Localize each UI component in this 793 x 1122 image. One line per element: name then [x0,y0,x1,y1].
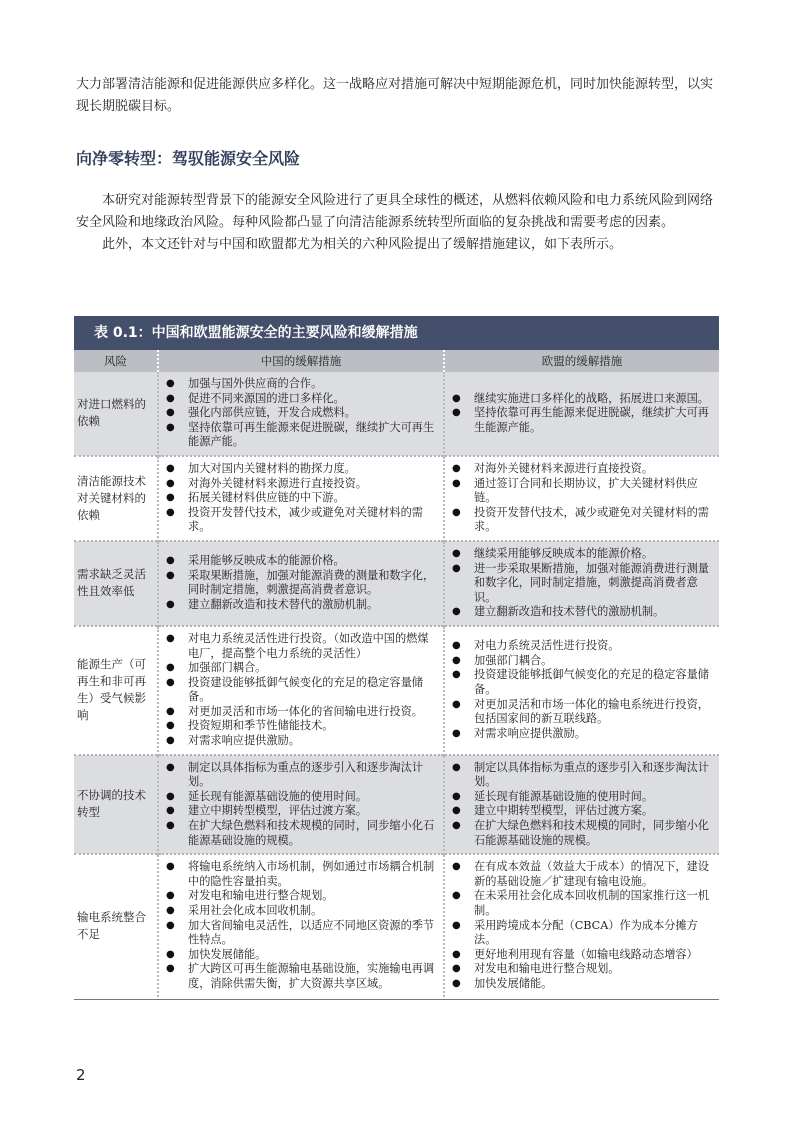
column-header-eu: 欧盟的缓解措施 [444,350,719,372]
table-row [74,854,719,996]
table-body [74,350,719,997]
measure-item: ● 将输电系统纳入市场机制，例如通过市场耦合机制中的隐性容量拍卖。 [163,860,439,889]
measure-item: ● 延长现有能源基础设施的使用时间。 [163,790,439,805]
column-header-china: 中国的缓解措施 [158,350,444,372]
measure-item: ● 采用社会化成本回收机制。 [163,904,439,919]
measure-item: ● 加强部门耦合。 [449,654,715,669]
eu-measures-list [449,392,715,436]
china-measures-cell [158,626,444,755]
eu-measures-list [449,462,715,535]
eu-measures-cell [444,541,719,626]
risk-cell: 需求缺乏灵活性且效率低 [74,541,158,626]
eu-measures-list [449,860,715,991]
eu-measures-cell [444,854,719,996]
measure-item: ● 促进不同来源国的进口多样化。 [163,392,439,407]
table-bottom-rule [74,999,719,1000]
eu-measures-cell [444,372,719,456]
china-measures-list [163,860,439,991]
china-measures-list [163,761,439,849]
risk-cell: 清洁能源技术对关键材料的依赖 [74,456,158,541]
china-measures-list [163,632,439,749]
measure-item: ● 加大省间输电灵活性，以适应不同地区资源的季节性特点。 [163,919,439,948]
measure-item: ● 建立中期转型模型，评估过渡方案。 [449,804,715,819]
measure-item: ● 对海外关键材料来源进行直接投资。 [449,462,715,477]
risk-cell: 能源生产（可再生和非可再生）受气候影响 [74,626,158,755]
measure-item: ● 通过签订合同和长期协议，扩大关键材料供应链。 [449,477,715,506]
table-rows [74,372,719,997]
measure-item: ● 投资建设能够抵御气候变化的充足的稳定容量储备。 [163,676,439,705]
page-number: 2 [76,1066,86,1084]
china-measures-cell [158,854,444,996]
measure-item: ● 拓展关键材料供应链的中下游。 [163,491,439,506]
measure-item: ● 对需求响应提供激励。 [449,727,715,742]
china-measures-cell [158,541,444,626]
measure-item: ● 加强部门耦合。 [163,661,439,676]
table-header-row [74,350,719,372]
measure-item: ● 对电力系统灵活性进行投资。（如改造中国的燃煤电厂，提高整个电力系统的灵活性） [163,632,439,661]
measure-item: ● 继续采用能够反映成本的能源价格。 [449,547,715,562]
china-measures-cell [158,456,444,541]
table-row [74,755,719,855]
risk-cell: 不协调的技术转型 [74,755,158,855]
eu-measures-cell [444,755,719,855]
column-header-risk: 风险 [74,350,158,372]
risk-cell: 输电系统整合不足 [74,854,158,996]
paragraph-1: 本研究对能源转型背景下的能源安全风险进行了更具全球性的概述，从燃料依赖风险和电力系统风险到网络安全风险和地缘政治风险。每种风险都凸显了向清洁能源系统转型所面临的复杂挑战和需要考虑的因素。 [76,193,714,230]
eu-measures-list [449,761,715,849]
table-row [74,456,719,541]
measure-item: ● 加大对国内关键材料的勘探力度。 [163,462,439,477]
table-row [74,372,719,456]
measure-item: ● 采用跨境成本分配（CBCA）作为成本分摊方法。 [449,919,715,948]
measure-item: ● 对更加灵活和市场一体化的省间输电进行投资。 [163,705,439,720]
measure-item: ● 对海外关键材料来源进行直接投资。 [163,477,439,492]
intro-text: 大力部署清洁能源和促进能源供应多样化。这一战略应对措施可解决中短期能源危机，同时加快能源转型，以实现长期脱碳目标。 [76,77,714,114]
measure-item: ● 制定以具体指标为重点的逐步引入和逐步淘汰计划。 [449,761,715,790]
measure-item: ● 投资建设能够抵御气候变化的充足的稳定容量储备。 [449,668,715,697]
measure-item: ● 投资短期和季节性储能技术。 [163,719,439,734]
measure-item: ● 建立翻新改造和技术替代的激励机制。 [163,598,439,613]
china-measures-list [163,554,439,612]
eu-measures-list [449,547,715,620]
measure-item: ● 在扩大绿色燃料和技术规模的同时，同步缩小化石能源基础设施的规模。 [163,819,439,848]
measure-item: ● 加强与国外供应商的合作。 [163,377,439,392]
measure-item: ● 建立中期转型模型，评估过渡方案。 [163,804,439,819]
measure-item: ● 制定以具体指标为重点的逐步引入和逐步淘汰计划。 [163,761,439,790]
measure-item: ● 坚持依靠可再生能源来促进脱碳，继续扩大可再生能源产能。 [449,406,715,435]
table-row [74,626,719,755]
measure-item: ● 延长现有能源基础设施的使用时间。 [449,790,715,805]
measure-item: ● 强化内部供应链，开发合成燃料。 [163,406,439,421]
measure-item: ● 对电力系统灵活性进行投资。 [449,639,715,654]
china-measures-cell [158,372,444,456]
eu-measures-cell [444,456,719,541]
measure-item: ● 在扩大绿色燃料和技术规模的同时，同步缩小化石能源基础设施的规模。 [449,819,715,848]
measure-item: ● 对更加灵活和市场一体化的输电系统进行投资，包括国家间的新互联线路。 [449,698,715,727]
measure-item: ● 在未采用社会化成本回收机制的国家推行这一机制。 [449,889,715,918]
body-text [76,190,720,256]
measure-item: ● 投资开发替代技术，减少或避免对关键材料的需求。 [163,506,439,535]
measure-item: ● 继续实施进口多样化的战略，拓展进口来源国。 [449,392,715,407]
measure-item: ● 投资开发替代技术，减少或避免对关键材料的需求。 [449,506,715,535]
measure-item: ● 扩大跨区可再生能源输电基础设施，实施输电再调度，消除供需失衡，扩大资源共享区域。 [163,962,439,991]
measure-item: ● 对发电和输电进行整合规划。 [449,962,715,977]
measure-item: ● 加快发展储能。 [163,948,439,963]
measure-item: ● 坚持依靠可再生能源来促进脱碳，继续扩大可再生能源产能。 [163,421,439,450]
intro-paragraph [76,74,720,118]
measure-item: ● 对需求响应提供激励。 [163,734,439,749]
measure-item: ● 建立翻新改造和技术替代的激励机制。 [449,605,715,620]
paragraph-2: 此外，本文还针对与中国和欧盟都尤为相关的六种风险提出了缓解措施建议，如下表所示。 [102,237,623,252]
china-measures-list [163,462,439,535]
measure-item: ● 更好地利用现有容量（如输电线路动态增容） [449,948,715,963]
table-row [74,541,719,626]
table-title: 表 0.1：中国和欧盟能源安全的主要风险和缓解措施 [74,316,719,350]
measure-item: ● 对发电和输电进行整合规划。 [163,889,439,904]
section-heading: 向净零转型：驾驭能源安全风险 [76,149,301,168]
measure-item: ● 在有成本效益（效益大于成本）的情况下，建设新的基础设施／扩建现有输电设施。 [449,860,715,889]
china-measures-cell [158,755,444,855]
measure-item: ● 加快发展储能。 [449,977,715,992]
risk-table [74,316,719,1000]
eu-measures-cell [444,626,719,755]
china-measures-list [163,377,439,450]
measure-item: ● 采用能够反映成本的能源价格。 [163,554,439,569]
eu-measures-list [449,639,715,741]
measure-item: ● 采取果断措施，加强对能源消费的测量和数字化，同时制定措施，刺激提高消费者意识。 [163,569,439,598]
measure-item: ● 进一步采取果断措施，加强对能源消费进行测量和数字化，同时制定措施，刺激提高消费者意识。 [449,562,715,606]
risk-cell: 对进口燃料的依赖 [74,372,158,456]
